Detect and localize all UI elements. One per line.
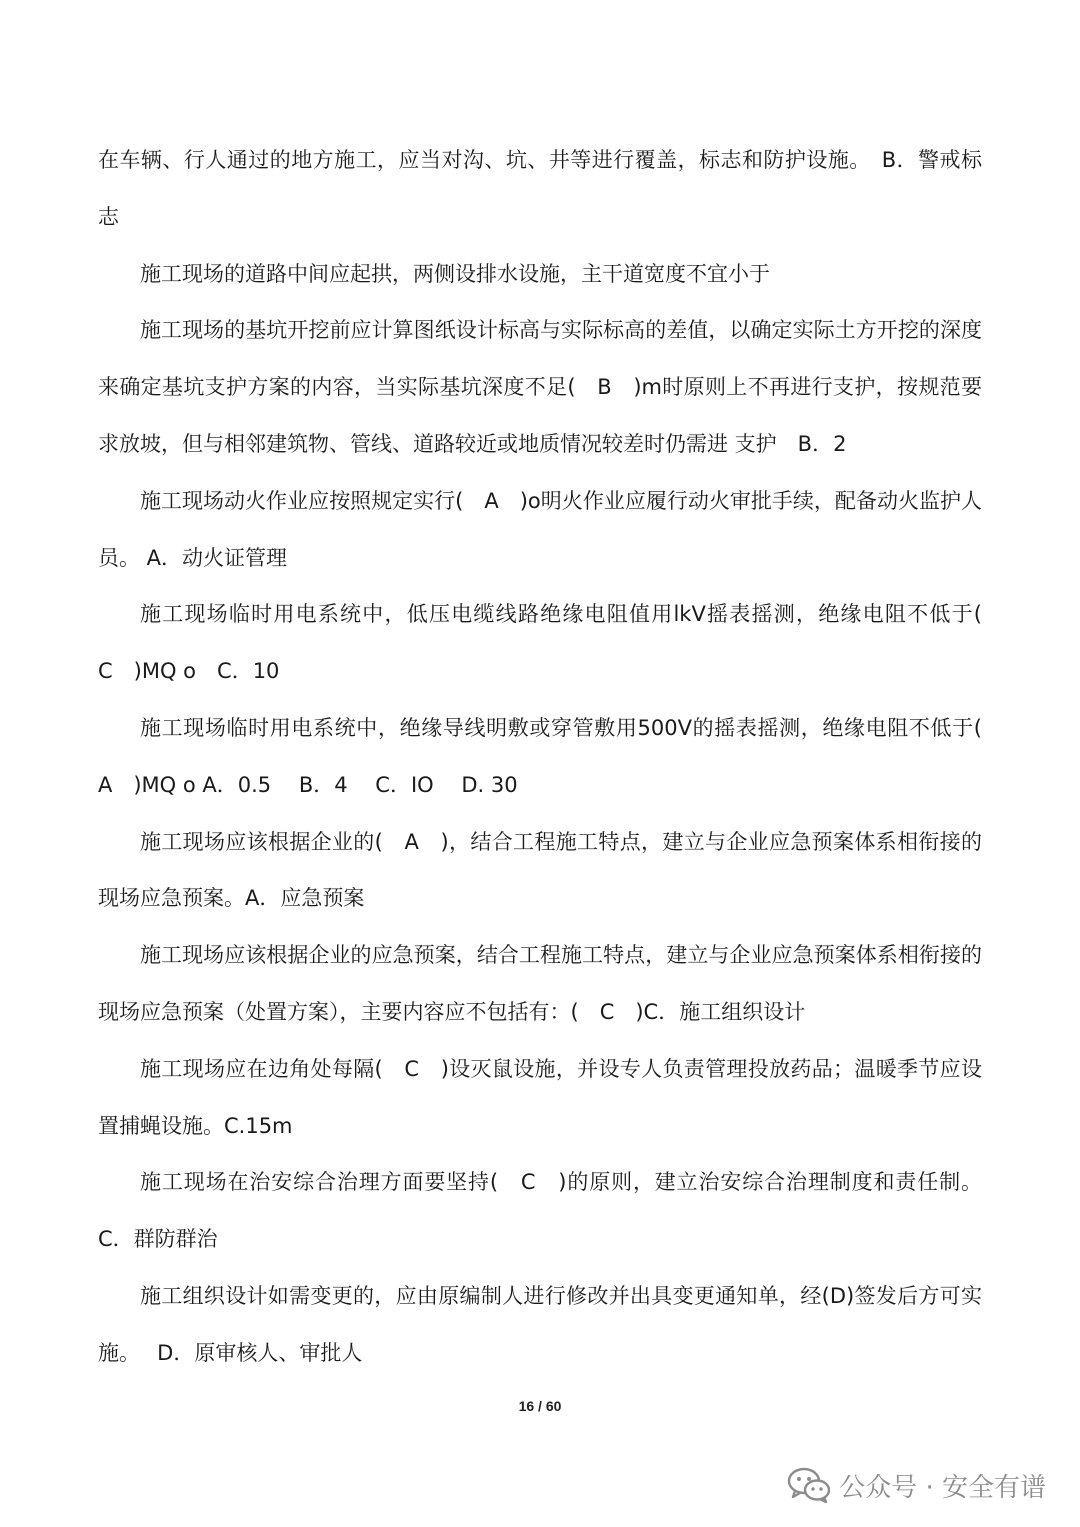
watermark-text: 公众号 · 安全有谱 [839, 1472, 1046, 1503]
paragraph-9: 施工现场应在边角处每隔( C )设灭鼠设施，并设专人负责管理投放药品；温暖季节应设置捕蝇设施。C.15m [98, 1056, 982, 1138]
paragraph-1: 在车辆、行人通过的地方施工，应当对沟、坑、井等进行覆盖，标志和防护设施。 B．警戒标志 [98, 148, 982, 229]
paragraph-11: 施工组织设计如需变更的，应由原编制人进行修改并出具变更通知单，经(D)签发后方可实施。 D．原审核人、审批人 [98, 1283, 982, 1365]
watermark [787, 1463, 1046, 1507]
paragraph-3: 施工现场的基坑开挖前应计算图纸设计标高与实际标高的差值，以确定实际土方开挖的深度来确定基坑支护方案的内容，当实际基坑深度不足( B )m时原则上不再进行支护，按规范要求放坡，但与相邻建筑物、管线、道路较近或地质情况较差时仍需进 支护 B．2 [98, 318, 982, 456]
paragraph-5: 施工现场临时用电系统中，低压电缆线路绝缘电阻值用lkV摇表摇测，绝缘电阻不低于( C )MQ o C．10 [98, 602, 1003, 684]
paragraph-10: 施工现场在治安综合治理方面要坚持( C )的原则，建立治安综合治理制度和责任制。 C．群防群治 [98, 1170, 982, 1252]
paragraph-7: 施工现场应该根据企业的( A )，结合工程施工特点，建立与企业应急预案体系相衔接的现场应急预案。A．应急预案 [98, 829, 982, 911]
wechat-icon [787, 1466, 831, 1504]
paragraph-2: 施工现场的道路中间应起拱，两侧设排水设施，主干道宽度不宜小于 [140, 261, 770, 286]
page-number: 16 / 60 [518, 1398, 562, 1414]
paragraph-4: 施工现场动火作业应按照规定实行( A )o明火作业应履行动火审批手续，配备动火监护人员。 A．动火证管理 [98, 488, 982, 570]
paragraph-8: 施工现场应该根据企业的应急预案，结合工程施工特点，建立与企业应急预案体系相衔接的现场应急预案（处置方案），主要内容应不包括有：( C )C．施工组织设计 [98, 943, 982, 1024]
paragraph-6: 施工现场临时用电系统中，绝缘导线明敷或穿管敷用500V的摇表摇测，绝缘电阻不低于( A )MQ o A．0.5 B．4 C．IO D. 30 [98, 715, 1003, 797]
document-body [98, 132, 1003, 1382]
